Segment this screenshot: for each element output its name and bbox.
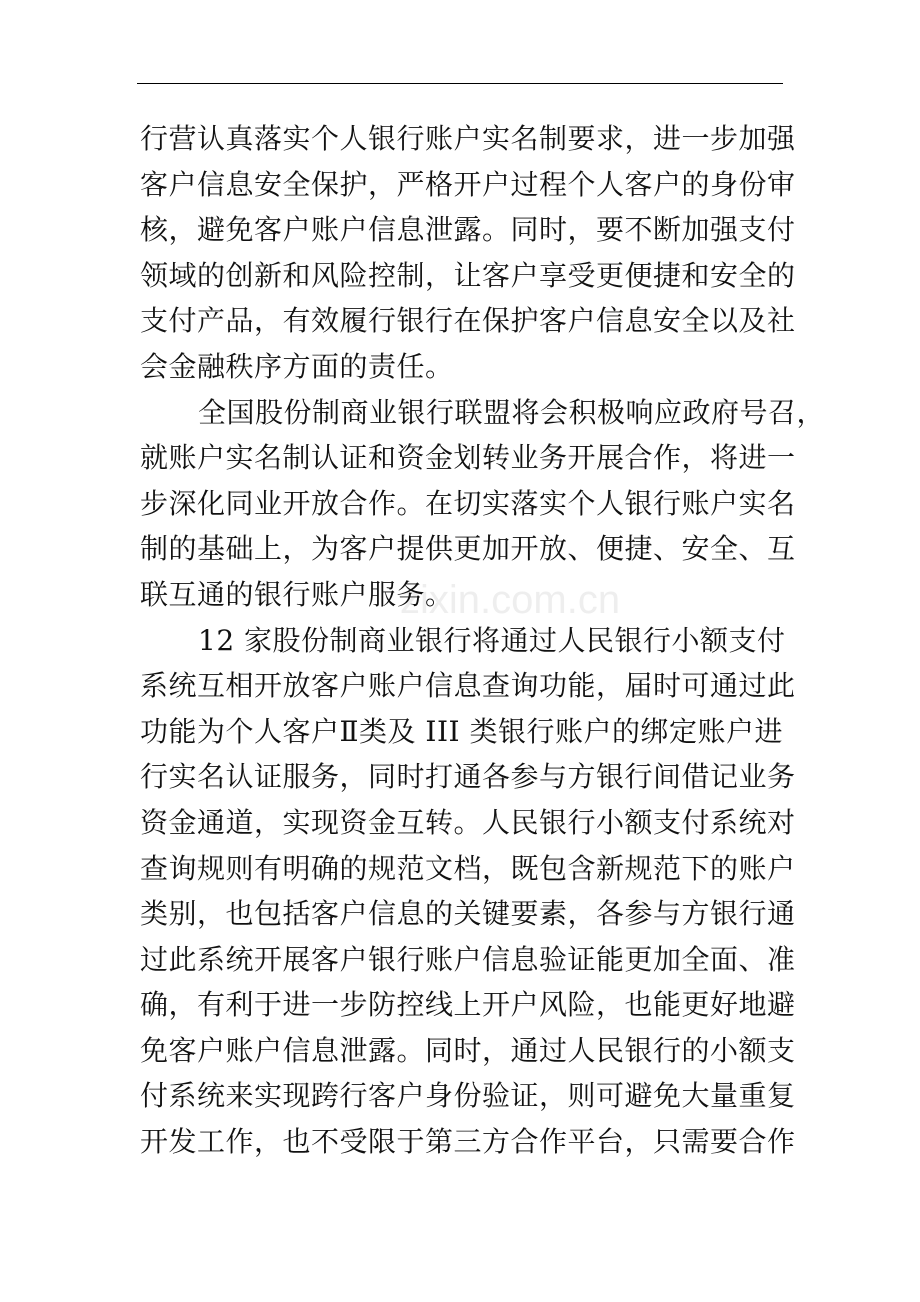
watermark: zixin.com.cn	[400, 578, 621, 622]
text-line: 全国股份制商业银行联盟将会积极响应政府号召，	[198, 395, 826, 429]
text-line: 行营认真落实个人银行账户实名制要求，进一步加强	[140, 122, 796, 155]
text-line: 系统互相开放客户账户信息查询功能，届时可通过此	[140, 669, 796, 703]
text-line: 行实名认证服务，同时打通各参与方银行间借记业务	[140, 760, 796, 794]
text-line: 开发工作，也不受限于第三方合作平台，只需要合作	[140, 1125, 796, 1159]
text-line: 步深化同业开放合作。在切实落实个人银行账户实名	[140, 486, 796, 520]
text-line: 客户信息安全保护，严格开户过程个人客户的身份审	[140, 167, 796, 201]
text-line: 制的基础上，为客户提供更加开放、便捷、安全、互	[140, 532, 796, 566]
text-line: 会金融秩序方面的责任。	[140, 349, 454, 383]
text-line: 过此系统开展客户银行账户信息验证能更加全面、准	[140, 942, 796, 976]
text-line: 功能为个人客户Ⅱ类及 III 类银行账户的绑定账户进	[140, 714, 784, 748]
text-line: 资金通道，实现资金互转。人民银行小额支付系统对	[140, 805, 796, 839]
text-line: 联互通的银行账户服务。	[140, 577, 454, 611]
text-line: 确，有利于进一步防控线上开户风险，也能更好地避	[140, 988, 796, 1022]
paragraph-3	[140, 618, 796, 1165]
body-text	[140, 116, 826, 1165]
text-line: 就账户实名制认证和资金划转业务开展合作，将进一	[140, 441, 796, 475]
text-line: 查询规则有明确的规范文档，既包含新规范下的账户	[140, 851, 796, 885]
text-line: 核，避免客户账户信息泄露。同时，要不断加强支付	[140, 213, 796, 247]
paragraph-2	[140, 390, 826, 618]
header-rule	[137, 83, 783, 84]
text-line: 领域的创新和风险控制，让客户享受更便捷和安全的	[140, 258, 796, 292]
text-line: 类别，也包括客户信息的关键要素，各参与方银行通	[140, 897, 796, 931]
text-line: 支付产品，有效履行银行在保护客户信息安全以及社	[140, 304, 796, 338]
text-line: 12 家股份制商业银行将通过人民银行小额支付	[198, 623, 786, 657]
paragraph-1	[140, 116, 796, 390]
text-line: 付系统来实现跨行客户身份验证，则可避免大量重复	[140, 1079, 796, 1113]
text-line: 免客户账户信息泄露。同时，通过人民银行的小额支	[140, 1033, 796, 1067]
